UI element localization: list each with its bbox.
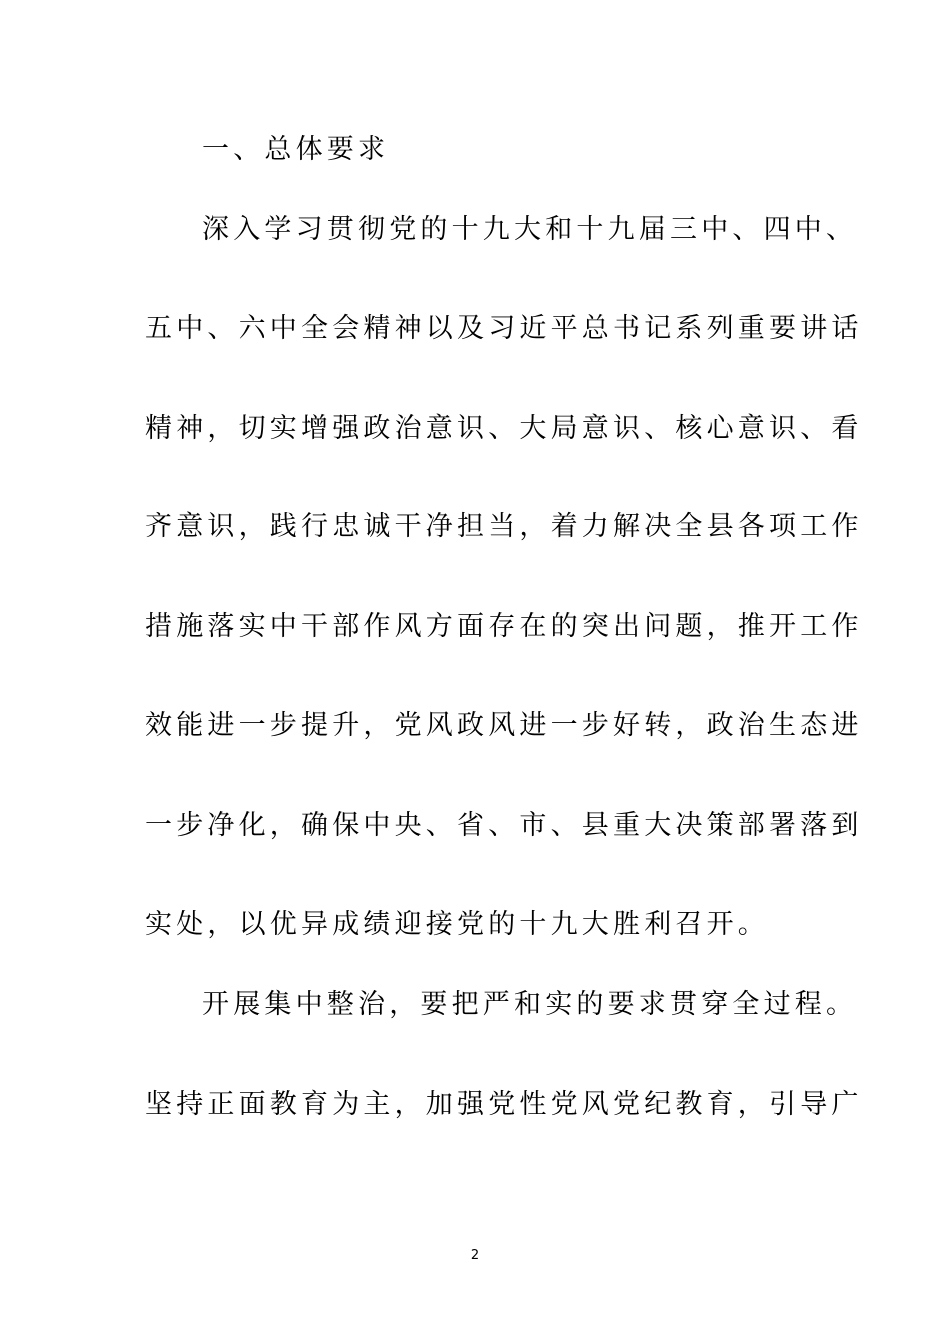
page-number: 2 bbox=[470, 1248, 480, 1263]
paragraph-line: 措施落实中干部作风方面存在的突出问题，推开工作 bbox=[145, 611, 863, 642]
paragraph-line: 齐意识，践行忠诚干净担当，着力解决全县各项工作 bbox=[145, 511, 863, 542]
paragraph-line: 五中、六中全会精神以及习近平总书记系列重要讲话 bbox=[145, 313, 863, 344]
paragraph-line: 效能进一步提升，党风政风进一步好转，政治生态进 bbox=[145, 710, 863, 741]
paragraph-line: 实处，以优异成绩迎接党的十九大胜利召开。 bbox=[145, 909, 769, 940]
paragraph-line: 深入学习贯彻党的十九大和十九届三中、四中、 bbox=[202, 214, 858, 245]
paragraph-line: 一步净化，确保中央、省、市、县重大决策部署落到 bbox=[145, 810, 863, 841]
paragraph-line: 开展集中整治，要把严和实的要求贯穿全过程。 bbox=[202, 989, 858, 1020]
paragraph-line: 坚持正面教育为主，加强党性党风党纪教育，引导广 bbox=[145, 1089, 863, 1120]
section-heading: 一、总体要求 bbox=[202, 134, 390, 165]
paragraph-line: 精神，切实增强政治意识、大局意识、核心意识、看 bbox=[145, 413, 863, 444]
